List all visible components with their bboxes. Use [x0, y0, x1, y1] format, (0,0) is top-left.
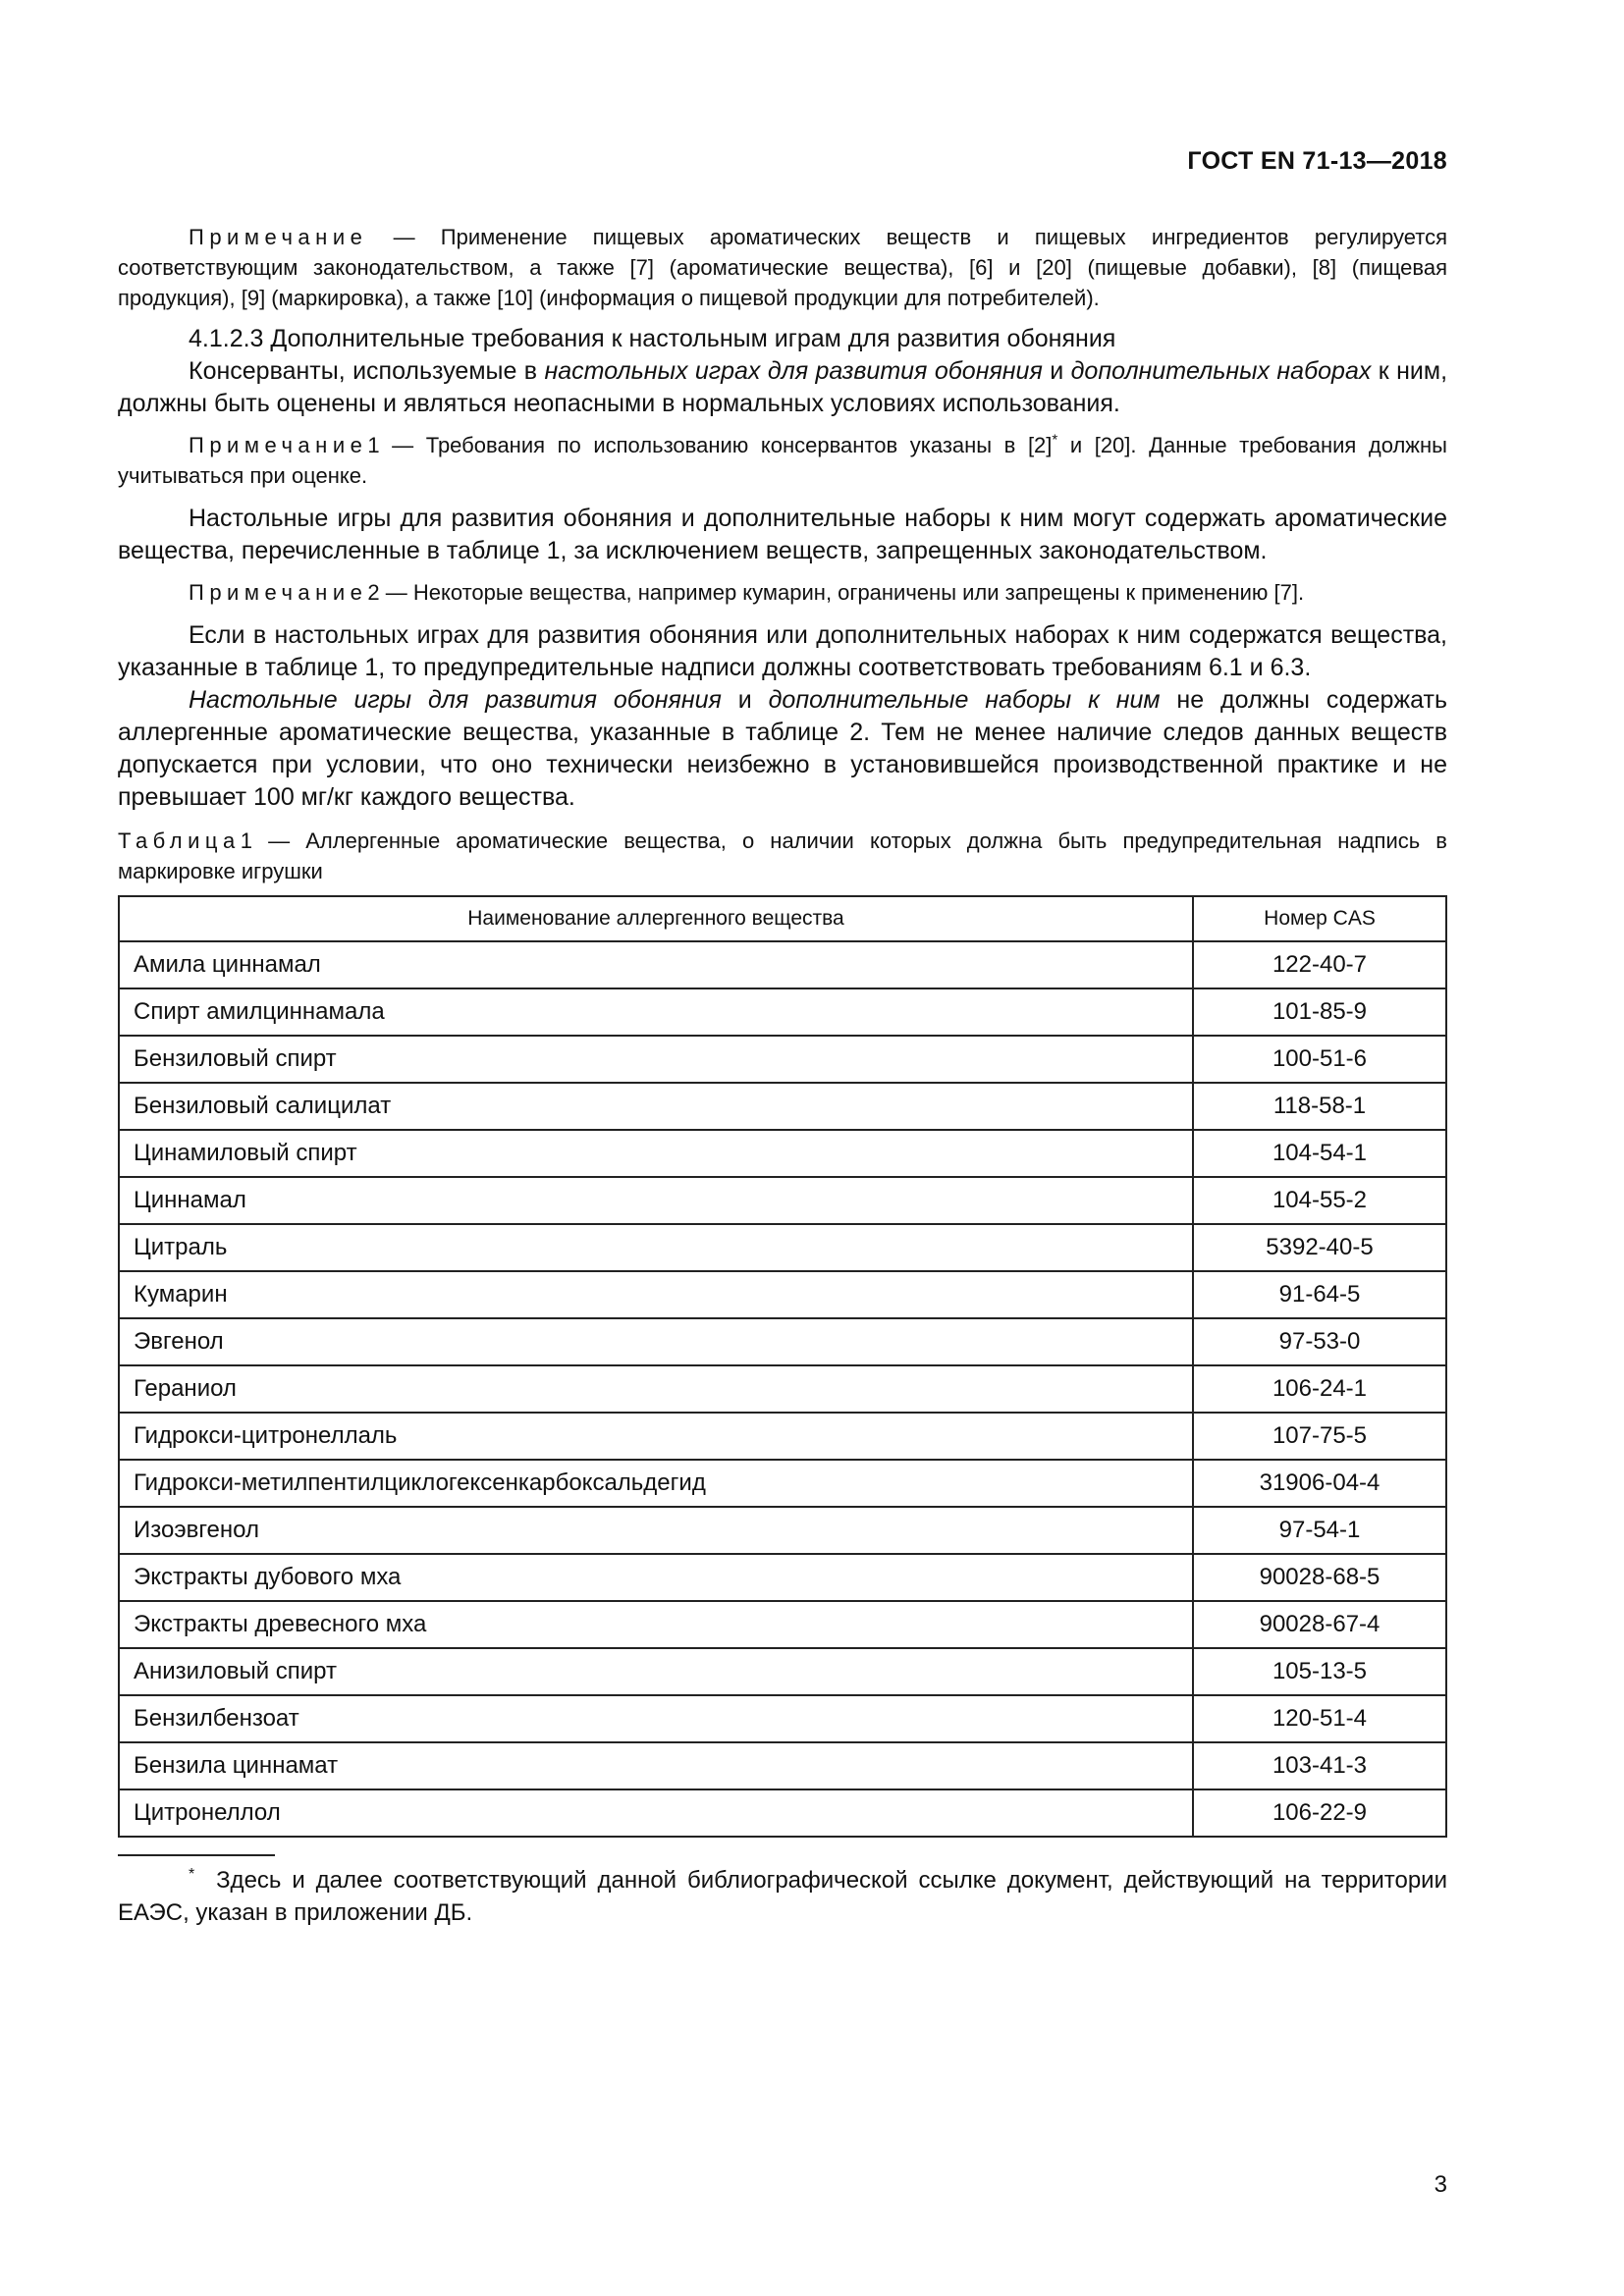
cas-number-cell: 122-40-7 [1193, 941, 1446, 988]
note-text: — Применение пищевых ароматических веществ и пищевых ингредиентов регулируется соответствующим законодательством, а также [7] (ароматические вещества), [6] и [20] (пищевые добавки), [8] (пищевая продукция), [9] (маркировка), а также [10] (информация о пищевой продукции для потребителей). [118, 225, 1447, 310]
table-caption-label: Таблица [118, 828, 241, 853]
page-content [118, 222, 1447, 1929]
cas-number-cell: 90028-68-5 [1193, 1554, 1446, 1601]
note-1 [118, 430, 1447, 491]
note-number: 1 [367, 433, 380, 457]
note-label: Примечание [189, 580, 368, 605]
cas-number-cell: 104-54-1 [1193, 1130, 1446, 1177]
table-caption-text: — Аллергенные ароматические вещества, о наличии которых должна быть предупредительная надпись в маркировке игрушки [118, 828, 1447, 883]
substance-name-cell: Изоэвгенол [119, 1507, 1193, 1554]
footnote-separator [118, 1854, 275, 1856]
note-label: Примечание [189, 433, 368, 457]
substance-name-cell: Цитраль [119, 1224, 1193, 1271]
section-heading: 4.1.2.3 Дополнительные требования к настольным играм для развития обоняния [189, 325, 1116, 352]
paragraph-aromatic-substances: Настольные игры для развития обоняния и дополнительные наборы к ним могут содержать ароматические вещества, перечисленные в таблице 1, за исключением веществ, запрещенных законодательством. [118, 505, 1447, 564]
paragraph-preservatives [118, 355, 1447, 420]
cas-number-cell: 118-58-1 [1193, 1083, 1446, 1130]
substance-name-cell: Бензиловый салицилат [119, 1083, 1193, 1130]
text-run: и [1042, 357, 1071, 385]
table-row [119, 1130, 1446, 1177]
note-text: — Некоторые вещества, например кумарин, ограничены или запрещены к применению [7]. [379, 580, 1305, 605]
page-number: 3 [1434, 2171, 1447, 2198]
cas-number-cell: 106-24-1 [1193, 1365, 1446, 1413]
table-row [119, 1365, 1446, 1413]
table-header-row [119, 896, 1446, 941]
cas-number-cell: 31906-04-4 [1193, 1460, 1446, 1507]
table-row [119, 941, 1446, 988]
substance-name-cell: Цинамиловый спирт [119, 1130, 1193, 1177]
cas-number-cell: 120-51-4 [1193, 1695, 1446, 1742]
text-run: не должны содержать аллергенные ароматические вещества, указанные в таблице 2. Тем не менее наличие следов данных веществ допускается при условии, что оно технически неизбежно в установившейся производственной практике и не превышает 100 мг/кг каждого вещества. [118, 686, 1447, 811]
substance-name-cell: Кумарин [119, 1271, 1193, 1318]
table-row [119, 988, 1446, 1036]
text-run: Консерванты, используемые в [189, 357, 545, 385]
substance-name-cell: Экстракты дубового мха [119, 1554, 1193, 1601]
cas-number-cell: 105-13-5 [1193, 1648, 1446, 1695]
cas-number-cell: 101-85-9 [1193, 988, 1446, 1036]
note-2 [118, 577, 1447, 608]
substance-name-cell: Циннамал [119, 1177, 1193, 1224]
table-row [119, 1083, 1446, 1130]
substance-name-cell: Цитронеллол [119, 1789, 1193, 1837]
substance-name-cell: Экстракты древесного мха [119, 1601, 1193, 1648]
cas-number-cell: 106-22-9 [1193, 1789, 1446, 1837]
note-text: и [20]. Данные требования должны учитываться при оценке. [118, 433, 1447, 488]
footnote [118, 1864, 1447, 1929]
substance-name-cell: Гераниол [119, 1365, 1193, 1413]
table-row [119, 1036, 1446, 1083]
cas-number-cell: 97-53-0 [1193, 1318, 1446, 1365]
substance-name-cell: Анизиловый спирт [119, 1648, 1193, 1695]
substance-name-cell: Спирт амилциннамала [119, 988, 1193, 1036]
table-row [119, 1789, 1446, 1837]
substance-name-cell: Гидрокси-цитронеллаль [119, 1413, 1193, 1460]
italic-term: дополнительных наборах [1070, 357, 1372, 385]
substance-name-cell: Гидрокси-метилпентилциклогексенкарбоксальдегид [119, 1460, 1193, 1507]
table-row [119, 1507, 1446, 1554]
text-run: к ним, должны быть оценены и являться неопасными в нормальных условиях использования. [118, 357, 1448, 417]
document-id-header: ГОСТ EN 71-13—2018 [1187, 147, 1447, 175]
substance-name-cell: Бензила циннамат [119, 1742, 1193, 1789]
table-row [119, 1413, 1446, 1460]
cas-number-cell: 91-64-5 [1193, 1271, 1446, 1318]
footnote-text: Здесь и далее соответствующий данной библиографической ссылке документ, действующий на территории ЕАЭС, указан в приложении ДБ. [118, 1867, 1447, 1926]
column-header-substance: Наименование аллергенного вещества [119, 896, 1193, 941]
allergen-table [118, 895, 1447, 1838]
italic-term: Настольные игры для развития обоняния [189, 686, 722, 714]
table-row [119, 1318, 1446, 1365]
note-food-regulation [118, 222, 1447, 313]
note-number: 2 [367, 580, 380, 605]
footnote-marker: * [189, 1866, 195, 1883]
paragraph-allergens-prohibited [118, 684, 1447, 814]
cas-number-cell: 104-55-2 [1193, 1177, 1446, 1224]
substance-name-cell: Бензиловый спирт [119, 1036, 1193, 1083]
cas-number-cell: 90028-67-4 [1193, 1601, 1446, 1648]
cas-number-cell: 100-51-6 [1193, 1036, 1446, 1083]
cas-number-cell: 107-75-5 [1193, 1413, 1446, 1460]
table-row [119, 1460, 1446, 1507]
table-caption [118, 826, 1447, 886]
table-row [119, 1271, 1446, 1318]
paragraph-warning-labels: Если в настольных играх для развития обоняния или дополнительных наборах к ним содержатся вещества, указанные в таблице 1, то предупредительные надписи должны соответствовать требованиям 6.1 и 6.3. [118, 621, 1447, 681]
table-row [119, 1648, 1446, 1695]
substance-name-cell: Амила циннамал [119, 941, 1193, 988]
italic-term: дополнительные наборы к ним [768, 686, 1161, 714]
italic-term: настольных играх для развития обоняния [544, 357, 1043, 385]
table-row [119, 1742, 1446, 1789]
cas-number-cell: 103-41-3 [1193, 1742, 1446, 1789]
cas-number-cell: 97-54-1 [1193, 1507, 1446, 1554]
note-text: — Требования по использованию консервантов указаны в [2] [379, 433, 1053, 457]
substance-name-cell: Бензилбензоат [119, 1695, 1193, 1742]
substance-name-cell: Эвгенол [119, 1318, 1193, 1365]
footnote-marker: * [1052, 431, 1058, 449]
table-caption-number: 1 [240, 828, 253, 853]
table-row [119, 1601, 1446, 1648]
table-row [119, 1695, 1446, 1742]
cas-number-cell: 5392-40-5 [1193, 1224, 1446, 1271]
table-row [119, 1224, 1446, 1271]
note-label: Примечание [189, 225, 368, 249]
text-run: и [721, 686, 769, 714]
table-row [119, 1177, 1446, 1224]
column-header-cas: Номер CAS [1193, 896, 1446, 941]
table-row [119, 1554, 1446, 1601]
